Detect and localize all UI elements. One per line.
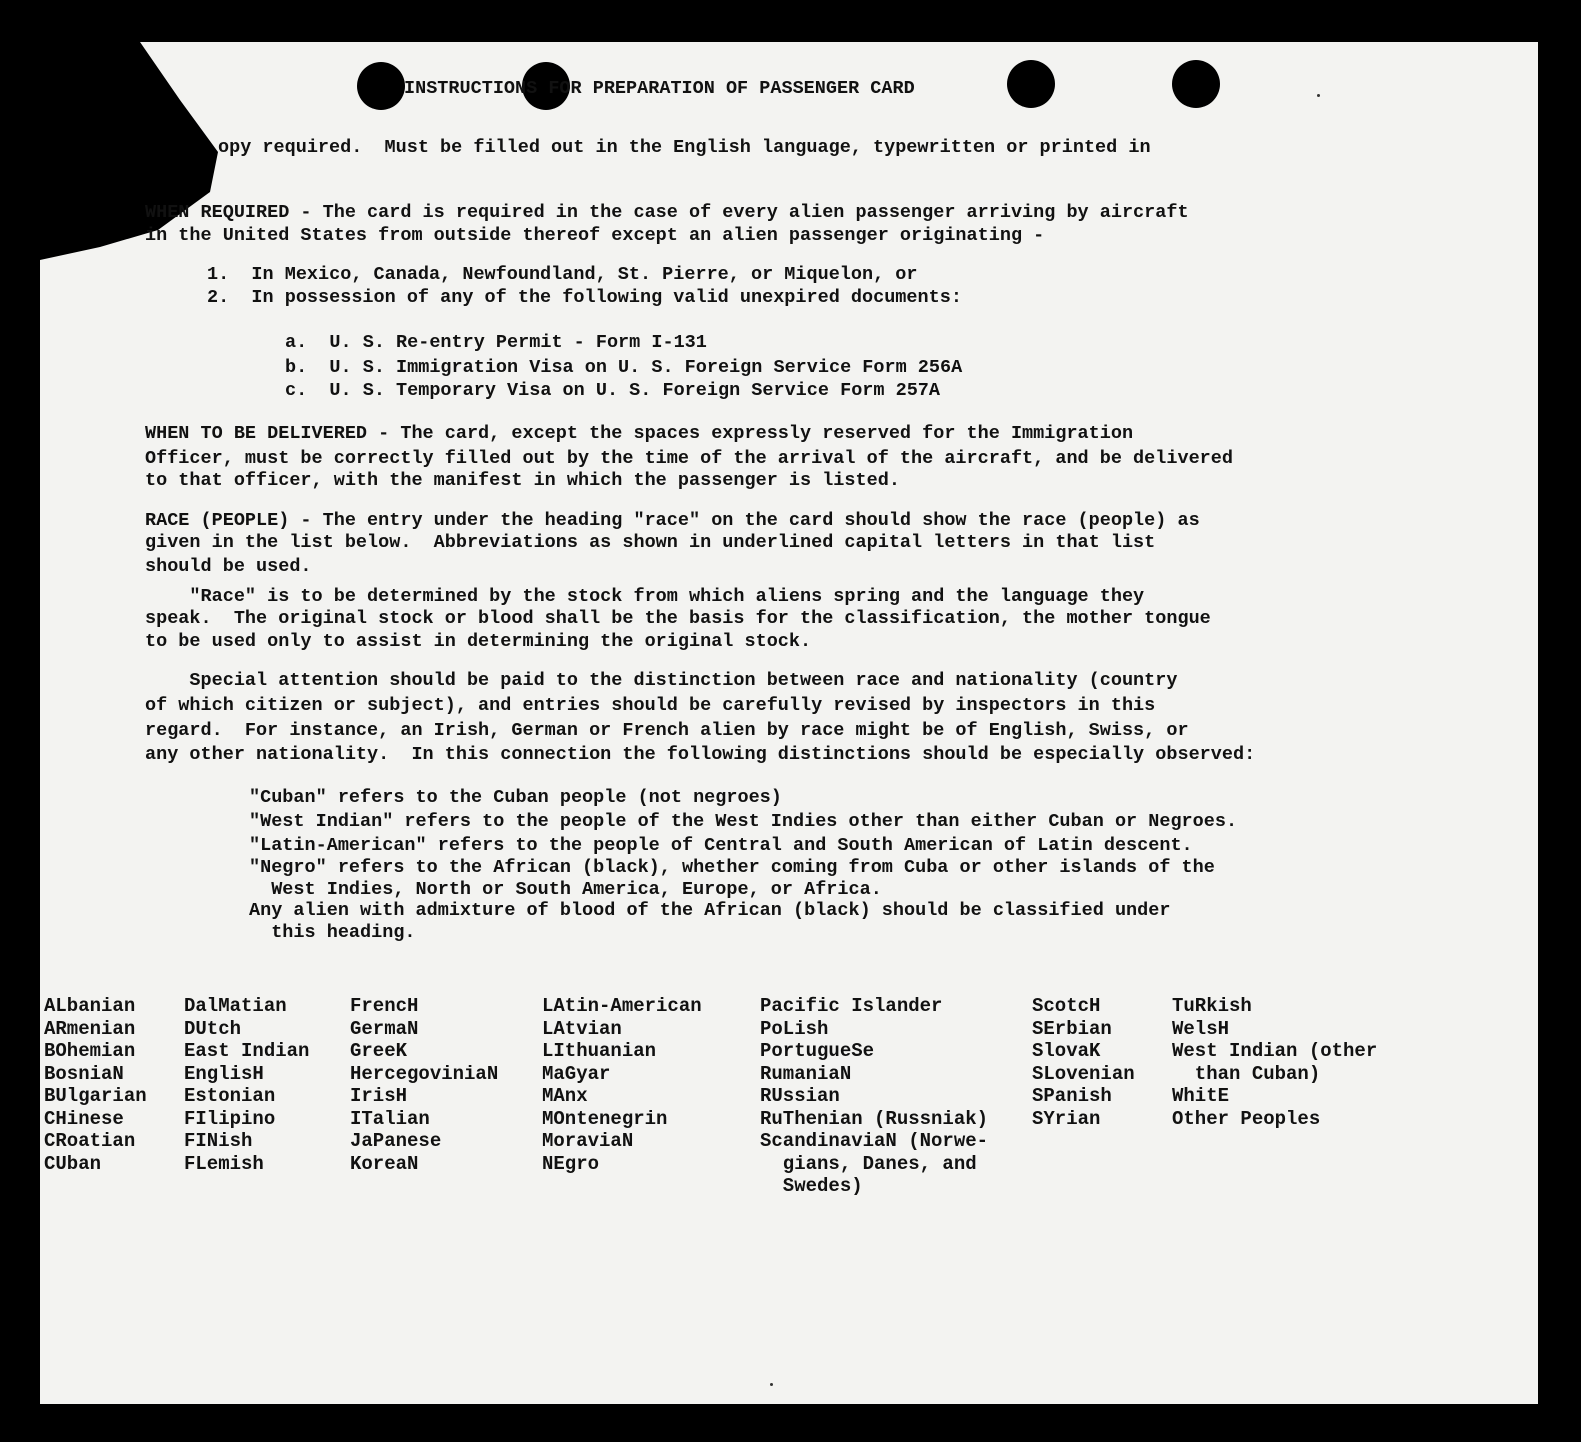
race-entry: RUssian <box>760 1085 840 1107</box>
race-entry: FLemish <box>184 1152 264 1175</box>
document-sub-item: a. U. S. Re-entry Permit - Form I-131 <box>285 332 707 353</box>
race-entry: TuRkish <box>1172 995 1252 1017</box>
race-entry: than Cuban) <box>1172 1062 1321 1085</box>
race-entry: BosniaN <box>44 1062 124 1085</box>
race-entry: RumaniaN <box>760 1062 852 1085</box>
distinction-line: "Negro" refers to the African (black), whether coming from Cuba or other islands of the <box>249 857 1215 878</box>
race-entry: RuThenian (Russniak) <box>760 1107 989 1130</box>
race-entry: Pacific Islander <box>760 995 943 1017</box>
race-paragraph-line: any other nationality. In this connection the following distinctions should be especially observed: <box>145 744 1256 765</box>
when-required-item: 2. In possession of any of the following valid unexpired documents: <box>207 287 962 308</box>
race-entry: FINish <box>184 1130 253 1152</box>
distinction-line: West Indies, North or South America, Europe, or Africa. <box>249 879 882 900</box>
distinction-line: this heading. <box>249 922 416 943</box>
race-entry: ARmenian <box>44 1017 136 1040</box>
race-entry: FIlipino <box>184 1107 276 1130</box>
race-entry: WelsH <box>1172 1017 1230 1040</box>
document-sub-item: b. U. S. Immigration Visa on U. S. Foreign Service Form 256A <box>285 357 963 378</box>
race-entry: IrisH <box>350 1085 408 1107</box>
race-list-column <box>542 995 702 1175</box>
race-entry: NEgro <box>542 1152 600 1175</box>
race-entry: LAtvian <box>542 1017 622 1040</box>
race-entry: CHinese <box>44 1107 124 1130</box>
race-entry: EnglisH <box>184 1062 264 1085</box>
race-line: RACE (PEOPLE) - The entry under the heading "race" on the card should show the race (people) as <box>145 510 1200 531</box>
race-entry: ITalian <box>350 1107 430 1130</box>
document-sub-item: c. U. S. Temporary Visa on U. S. Foreign Service Form 257A <box>285 380 941 401</box>
race-paragraph-line: speak. The original stock or blood shall be the basis for the classification, the mother tongue <box>145 608 1211 629</box>
race-list-column <box>184 995 309 1175</box>
race-entry: GreeK <box>350 1040 408 1062</box>
race-entry: SlovaK <box>1032 1040 1101 1062</box>
page-title: INSTRUCTIONS FOR PREPARATION OF PASSENGER CARD <box>404 78 915 99</box>
race-entry: Other Peoples <box>1172 1107 1321 1130</box>
race-list-column <box>760 995 988 1198</box>
race-entry: CUban <box>44 1152 102 1175</box>
race-entry: JaPanese <box>350 1130 442 1152</box>
race-entry: GermaN <box>350 1017 419 1040</box>
race-entry: PoLish <box>760 1017 829 1040</box>
when-required-line: WHEN REQUIRED - The card is required in the case of every alien passenger arriving by aircraft <box>145 202 1189 223</box>
distinction-line: Any alien with admixture of blood of the African (black) should be classified under <box>249 900 1171 921</box>
race-entry: gians, Danes, and <box>760 1152 977 1175</box>
race-line: should be used. <box>145 556 312 577</box>
race-paragraph-line: "Race" is to be determined by the stock from which aliens spring and the language they <box>145 586 1145 607</box>
scan-speck <box>770 1383 773 1386</box>
race-entry: SErbian <box>1032 1017 1112 1040</box>
race-entry: West Indian (other <box>1172 1040 1378 1062</box>
race-entry: MoraviaN <box>542 1130 634 1152</box>
race-entry: MAnx <box>542 1085 588 1107</box>
race-paragraph-line: to be used only to assist in determining the original stock. <box>145 631 812 652</box>
scan-speck <box>1317 94 1320 97</box>
race-entry: East Indian <box>184 1040 310 1062</box>
race-entry: SPanish <box>1032 1085 1112 1107</box>
when-delivered-line: Officer, must be correctly filled out by the time of the arrival of the aircraft, and be delivered <box>145 448 1233 469</box>
race-entry: CRoatian <box>44 1130 136 1152</box>
race-entry: KoreaN <box>350 1152 419 1175</box>
race-list-column <box>1172 995 1377 1130</box>
race-entry: SYrian <box>1032 1107 1101 1130</box>
race-list-column <box>1032 995 1135 1130</box>
race-entry: Swedes) <box>760 1175 863 1197</box>
race-entry: DalMatian <box>184 995 287 1017</box>
distinction-line: "West Indian" refers to the people of the West Indies other than either Cuban or Negroes. <box>249 811 1238 832</box>
race-entry: WhitE <box>1172 1085 1230 1107</box>
race-paragraph-line: of which citizen or subject), and entries should be carefully revised by inspectors in this <box>145 695 1156 716</box>
distinction-line: "Cuban" refers to the Cuban people (not negroes) <box>249 787 782 808</box>
race-entry: Estonian <box>184 1085 276 1107</box>
distinction-line: "Latin-American" refers to the people of Central and South American of Latin descent. <box>249 835 1193 856</box>
race-paragraph-line: Special attention should be paid to the distinction between race and nationality (country <box>145 670 1178 691</box>
race-entry: BOhemian <box>44 1040 136 1062</box>
race-list-column <box>44 995 147 1175</box>
race-entry: LIthuanian <box>542 1040 657 1062</box>
race-entry: PortugueSe <box>760 1040 875 1062</box>
race-entry: MOntenegrin <box>542 1107 668 1130</box>
race-entry: MaGyar <box>542 1062 611 1085</box>
race-entry: LAtin-American <box>542 995 702 1017</box>
when-required-line: in the United States from outside thereof except an alien passenger originating - <box>145 225 1045 246</box>
race-entry: FrencH <box>350 995 419 1017</box>
race-list-column <box>350 995 498 1175</box>
race-entry: DUtch <box>184 1017 242 1040</box>
race-entry: ScotcH <box>1032 995 1101 1017</box>
race-entry: HercegoviniaN <box>350 1062 499 1085</box>
race-line: given in the list below. Abbreviations as shown in underlined capital letters in that list <box>145 532 1156 553</box>
when-delivered-line: WHEN TO BE DELIVERED - The card, except the spaces expressly reserved for the Immigration <box>145 423 1134 444</box>
race-entry: BUlgarian <box>44 1085 147 1107</box>
intro-line: opy required. Must be filled out in the English language, typewritten or printed in <box>218 137 1151 158</box>
race-paragraph-line: regard. For instance, an Irish, German or French alien by race might be of English, Swiss, or <box>145 720 1189 741</box>
when-required-item: 1. In Mexico, Canada, Newfoundland, St. Pierre, or Miquelon, or <box>207 264 918 285</box>
when-delivered-line: to that officer, with the manifest in which the passenger is listed. <box>145 470 900 491</box>
race-entry: ScandinaviaN (Norwe- <box>760 1130 989 1152</box>
race-entry: ALbanian <box>44 995 136 1017</box>
race-entry: SLovenian <box>1032 1062 1135 1085</box>
